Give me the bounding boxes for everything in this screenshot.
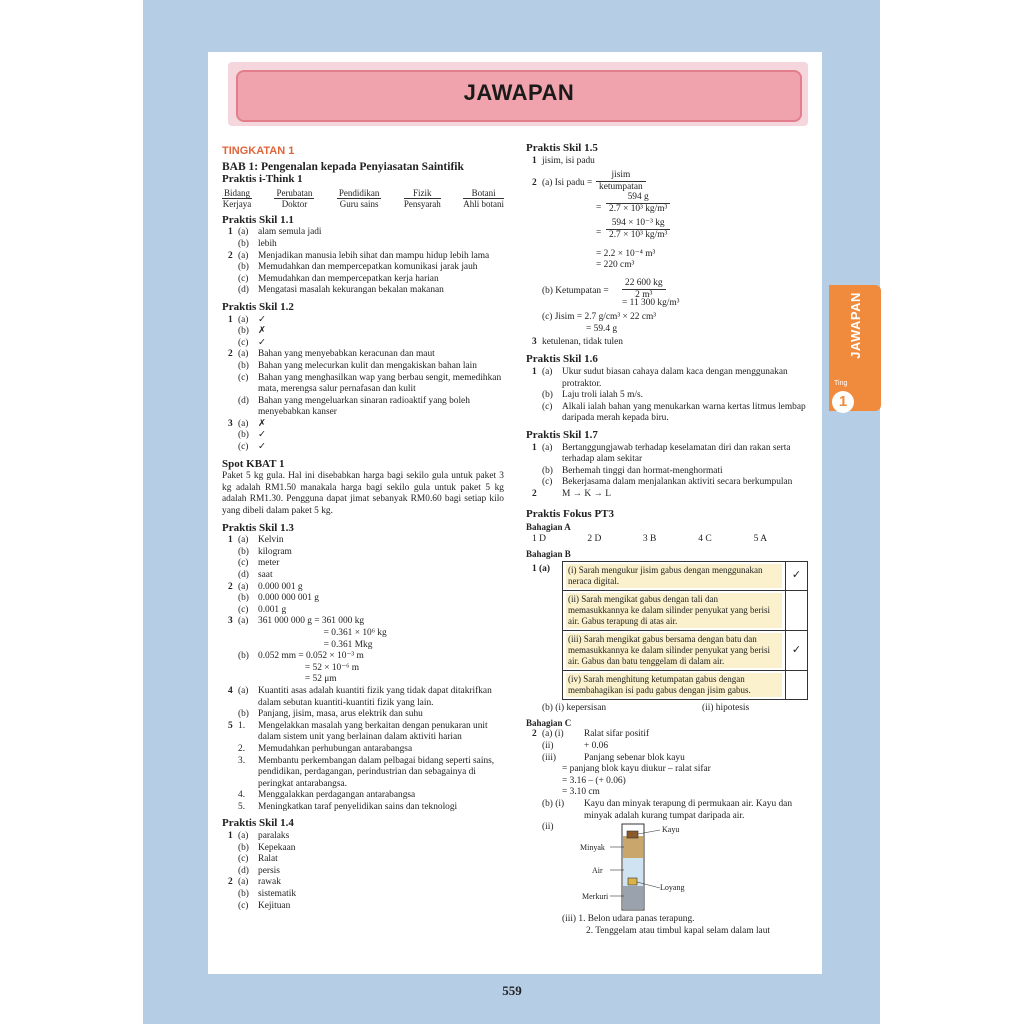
table-cell-text: (iii) Sarah mengikat gabus bersama dengan batu dan memasukkannya ke dalam silinder penyukat yang berisi air. Gabus dan batu tenggelam di dalam air. [566,633,782,668]
think-career: Ahli botani [463,198,504,209]
answer-row [222,349,504,361]
section-title: Praktis Skil 1.4 [222,817,294,830]
objective-answer: 3 B [642,533,657,544]
tingkatan-heading: TINGKATAN 1 [222,145,295,157]
answer-row [222,744,504,756]
answer-row [222,419,504,431]
answer-row [222,315,504,327]
table-cell-text: (ii) Sarah mengikat gabus dengan tali dan memasukkannya ke dalam silinder penyukat yang berisi air. Gabus terapung di atas air. [566,593,782,628]
think-node [222,188,252,209]
page-number: 559 [502,983,522,998]
answer-text: (iii) 1. Belon udara panas terapung. [562,914,695,925]
answer-text: Kayu dan minyak terapung di permukaan air. Kayu dan minyak adalah kurang tumpat daripada air. [584,799,795,821]
answer-list [222,227,504,297]
sub-label: (b) [238,889,249,900]
fraction: $\frac{594 g}{\text{2.7 × 10³ kg/m³}}$ [606,192,670,216]
answer-text: = 52 × 10⁻⁶ m [258,662,360,673]
answer-text: Ralat [258,854,278,865]
answer-text: 0.000 000 001 g [258,593,319,604]
sub-label: (a) [238,349,249,360]
sub-label: (iii) [542,752,557,763]
answer-row [222,790,504,802]
think-node [274,188,314,209]
table-cell-text: (iv) Sarah menghitung ketumpatan gabus dengan membahagikan isi padu gabus dengan jisim gabus. [566,673,782,697]
answer-text: Panjang, jisim, masa, arus elektrik dan suhu [258,709,423,720]
answer-row [526,443,809,466]
answer-text: Berhemah tinggi dan hormat-menghormati [562,465,723,476]
question-number: 4 [228,685,233,696]
think-field: Fizik [404,188,441,199]
think-title: Praktis i-Think 1 [222,173,303,186]
answer-text: = 3.16 – (+ 0.06) [562,775,626,786]
answer-text: Menggalakkan perdagangan antarabangsa [258,790,416,801]
sub-label: 2. [238,743,246,754]
answer-text: Kuantiti asas adalah kuantiti fizik yang tidak dapat ditakrifkan dalam sebutan kuantiti-kuantiti fizik yang lain. [258,685,495,708]
question-number: 1 [228,314,233,325]
answer-row [526,390,809,402]
answer-row [222,239,504,251]
answer-text: ketulenan, tidak tulen [542,337,623,348]
think-node [404,188,441,209]
question-number: 1 [228,831,233,842]
answer-text: Memudahkan perhubungan antarabangsa [258,743,413,754]
kbat-text: Paket 5 kg gula. Hal ini disebabkan harga bagi sekilo gula untuk paket 3 kg adalah RM1.50 manakala harga bagi sekilo gula untuk paket 5 kg adalah RM1.30. Pengguna dapat jimat sebanyak RM0.60 bagi setiap kilo yang dibeli dalam paket 5 kg. [222,471,504,517]
sub-label: (b) [238,360,249,371]
sub-label: (b) [238,262,249,273]
answer-text: 2. Tenggelam atau timbul kapal selam dalam laut [586,925,771,936]
answer-list [526,367,809,425]
sub-label: (a) [238,685,249,696]
sub-label: (a) [542,442,553,453]
question-number: 3 [228,418,233,429]
answer-text: 0.000 001 g [258,581,303,592]
sub-label: 4. [238,790,246,801]
think-career: Guru sains [339,198,379,209]
sub-label: (a) [238,418,249,429]
question-number: 5 [228,720,233,731]
label-kayu: Kayu [662,825,680,835]
sub-label: (d) [238,865,249,876]
answer-row [222,831,504,843]
answer-row [222,558,504,570]
sub-label: (b) [238,593,249,604]
answer-text: kilogram [258,546,292,557]
think-field: Perubatan [276,187,313,198]
answer-text: Ukur sudut biasan cahaya dalam kaca dengan menggunakan protraktor. [562,366,791,389]
table-cell-text: (i) Sarah mengukur jisim gabus dengan menggunakan neraca digital. [566,564,782,588]
think-field: Botani [463,188,504,199]
sub-label: (b) [542,390,553,401]
sub-label: (ii) [542,741,554,752]
sub-label: (a) [542,366,553,377]
question-number: 2 [228,349,233,360]
sub-label: (c) [542,477,553,488]
answer-row [222,651,504,663]
answer-row [222,570,504,582]
chapter-heading: BAB 1: Pengenalan kepada Penyiasatan Saintifik [222,160,464,173]
answer-text: Bahan yang menghasilkan wap yang berbau sengit, memedihkan mata, merengsa salur pernafasan dan kulit [258,372,504,395]
formula-step: = 220 cm³ [596,259,635,270]
answer-text: 0.052 mm = 0.052 × 10⁻³ m [258,651,364,662]
answer-text: lebih [258,238,277,249]
answer-list [526,729,809,833]
question-number: 1 [228,535,233,546]
answer-text: persis [258,865,280,876]
answer-row [222,721,504,744]
sub-label: (b) [238,546,249,557]
sub-label: (c) [542,401,553,412]
sub-label: (d) [238,285,249,296]
sub-label: (c) [238,900,249,911]
answer-row [526,741,809,753]
sub-label: (a) (i) [542,729,564,740]
table-row [563,670,808,699]
think-career: Pensyarah [403,198,441,209]
answer-row [526,776,809,788]
answer-text: Menjadikan manusia lebih sihat dan mampu hidup lebih lama [258,250,490,261]
answer-text: Meningkatkan taraf penyelidikan sains dan teknologi [258,801,458,812]
question-number: 2 [228,877,233,888]
answer-text: = 0.361 × 10⁶ kg [258,627,387,638]
question-number: 2 [228,250,233,261]
label-merkuri: Merkuri [582,892,609,902]
answer-row [526,367,809,390]
answer-text: = 52 μm [258,674,337,685]
answer-row [222,901,504,913]
answer-row [526,753,809,765]
answer-row [222,373,504,396]
sub-label: (b) [238,842,249,853]
label-air: Air [592,866,603,876]
sub-label: (a) [238,250,249,261]
answer-row [526,799,809,822]
sub-label: (a) [238,535,249,546]
sub-label: (d) [238,395,249,406]
answer-row [222,674,504,686]
density-working: 2 (a) Isi padu = jisim ketumpatan = $\frac{594 g}{\text{2.7 × 10³ kg/m³}}$ = $\frac{\text{594 × 10⁻³ kg}}{\text{2.7 × 10³ kg/m³}}$ = 2.2 × 10⁻⁴ m³ = 220 cm³ (b) Ketumpatan = $\frac{22 600 kg}{\text{2 m³}}$ [526,170,809,298]
sub-label: (c) [238,604,249,615]
think-node [463,188,504,209]
answer-row [526,764,809,776]
section-title: Praktis Skil 1.7 [526,428,598,441]
sub-label: (a) [238,616,249,627]
answer-row [222,640,504,652]
bahagian-a-heading: Bahagian A [526,522,571,533]
answer-table [562,561,808,700]
table-row [563,561,808,590]
objective-answer: 4 C [698,533,712,544]
answer-text: Alkali ialah bahan yang menukarkan warna kertas litmus lembap daripada merah kepada biru. [562,401,809,424]
think-field: Bidang [224,187,250,198]
answer-row [222,866,504,878]
check-mark: ✓ [786,561,808,590]
answer-text: + 0.06 [584,741,609,752]
mercury-layer [623,886,643,909]
think-map [222,188,504,209]
answer-text: Memudahkan dan mempercepatkan komunikasi jarak jauh [258,262,478,273]
answer-row [222,396,504,419]
answer-text: Ralat sifar positif [584,729,650,740]
answer-text: Kepekaan [258,842,296,853]
answer-list [222,831,504,912]
sub-label: (a) [238,877,249,888]
answer-row [222,338,504,350]
sub-label: (b) [238,430,249,441]
check-mark: ✓ [786,630,808,670]
sub-label: (b) [238,709,249,720]
sub-label: (a) [238,581,249,592]
answer-text: Memudahkan dan mempercepatkan kerja harian [258,273,439,284]
bahagian-c-heading: Bahagian C [526,717,572,728]
formula-step: = 2.2 × 10⁻⁴ m³ [596,248,656,259]
check-mark [786,670,808,699]
answer-text: Mengatasi masalah kekurangan bekalan makanan [258,285,444,296]
answer-text: Mengelakkan masalah yang berkaitan dengan penukaran unit dalam sistem unit yang berlainan dalam aktiviti harian [258,720,490,743]
answer-text: 361 000 000 g = 361 000 kg [258,616,365,627]
answer-row [222,326,504,338]
answer-row [222,535,504,547]
answer-row [526,466,809,478]
formula-step: = 11 300 kg/m³ [622,297,680,308]
left-column [222,146,504,912]
answer-text: M → K → L [562,488,611,499]
answer-row [222,262,504,274]
answer-text: = 0.361 Mkg [258,639,373,650]
sub-label: 3. [238,755,246,766]
answer-text: ✗ [258,326,266,337]
answer-text: Kejituan [258,900,291,911]
answer-text: ✓ [258,430,266,441]
chapter-tab-sub: Ting [834,380,848,387]
brass-block [628,878,637,885]
sub-label: (c) [238,372,249,383]
answer-text: Panjang sebenar blok kayu [584,752,685,763]
sub-label: (ii) [542,822,554,833]
section-title: Spot KBAT 1 [222,457,285,470]
question-number: 2 [228,581,233,592]
answer-text: rawak [258,877,281,888]
cylinder-diagram [526,822,809,914]
question-number: 2 [532,729,537,740]
answer-row [222,709,504,721]
sub-label: (b) [238,651,249,662]
sub-label: 1. [238,720,246,731]
objective-answer: 5 A [753,533,768,544]
formula-label: (c) Jisim = 2.7 g/cm³ × 22 cm³ [542,312,657,323]
answer-row [526,489,809,501]
sub-label: (b) (i) [542,799,565,810]
question-number: 1 [532,366,537,377]
answer-row [222,285,504,297]
answer-row [222,854,504,866]
answer-text: saat [258,570,273,580]
answer-list [222,315,504,454]
answer-row [222,361,504,373]
answer-text: ✓ [258,337,266,348]
fraction: $\frac{\text{594 × 10⁻³ kg}}{\text{2.7 × 10³ kg/m³}}$ [606,218,670,242]
answer-text: = panjang blok kayu diukur – ralat sifar [562,764,711,775]
formula-label: (b) Ketumpatan = [542,285,609,296]
answer-list [526,443,809,501]
think-career: Doktor [281,198,308,209]
question-number: 2 [532,488,537,499]
answer-text: Bahan yang melecurkan kulit dan mengakiskan bahan lain [258,360,477,371]
sub-label: (b) [542,465,553,476]
right-column: Praktis Skil 1.5 1 jisim, isi padu 2 (a) Isi padu = jisim ketumpatan = $\frac{594 g}{\text{2.7 × 10³ kg/m³}}$ = $\frac{\text{594 × 10⁻³ kg}}{\text{2.7 × 10³ kg/m³}}$ = 2.2 × 10⁻⁴ m³ = 220 cm³ (b) Ketumpatan = $\frac{22 600 kg}{\text{2 m³}}$ = 11 300 kg/m³ (c) Jisim = 2.7 g/cm³ × 22 cm³ = 59.4 g 3 ketulenan, tidak tulen Praktis Skil 1.6 1 (a) Ukur sudut biasan cahaya dalam kaca dengan menggunakan protraktor. (b) Laju troli ialah 5 m/s. (c) Alkali ialah bahan yang menukarkan warna kertas litmus lembap daripada merah kepada biru. Praktis Skil 1.7 1 (a) Bertanggungjawab terhadap keselamatan diri dan rakan serta terhadap alam sekitar (b) Berhemah tinggi dan hormat-menghormati (c) Bekerjasama dalam menjalankan aktiviti secara berkumpulan 2 M → K → L Praktis Fokus PT3 Bahagian A 1 D 2 D 3 B 4 C 5 A Bahagian B 1 (a) (i) Sarah mengukur jisim gabus dengan menggunakan neraca digital. ✓ (ii) Sarah mengikat gabus dengan tali dan memasukkannya ke dalam silinder penyukat yang berisi air. Gabus terapung di atas air. (iii) Sarah mengikat gabus bersama dengan batu dan memasukkannya ke dalam silinder penyukat yang berisi air. Gabus dan batu tenggelam di dalam air. ✓ (iv) Sarah menghitung ketumpatan gabus dengan membahagikan isi padu gabus dengan jisim gabus. (b) (i) kepersisan (ii) hipotesis Bahagian C 2 (a) (i) Ralat sifar positif (ii) + 0.06 (iii) Panjang sebenar blok kayu = panjang blok kayu diukur – ralat sifar = 3.16 – (+ 0.06) = 3.10 cm (b) (i) Kayu dan minyak terapung di permukaan air. Kayu dan minyak adalah kurang tumpat daripada air. (ii) Minyak Kayu Air Loyang Merkuri (iii) 1. Belon udara panas terapung. 2. Tenggelam atau timbul kapal selam dalam laut [526,142,809,936]
answer-row [222,663,504,675]
chapter-tab-number: 1 [832,391,854,413]
section-title: Praktis Skil 1.2 [222,300,294,313]
fraction: jisim ketumpatan [596,170,646,194]
answer-text: Bertanggungjawab terhadap keselamatan diri dan rakan serta terhadap alam sekitar [562,442,793,465]
answer-text: alam semula jadi [258,227,322,238]
question-label: 1 (a) [532,563,550,574]
sub-label: (a) [238,227,249,238]
section-title: Praktis Skil 1.3 [222,521,294,534]
oil-layer [623,836,643,858]
section-title: Praktis Fokus PT3 [526,507,615,520]
answer-text: = 3.10 cm [562,787,600,798]
label-minyak: Minyak [580,843,605,853]
answer-row [222,582,504,594]
table-row [563,590,808,630]
formula-step: = 59.4 g [586,323,618,334]
sub-label: (c) [238,854,249,865]
sub-label: 5. [238,801,246,812]
question-number: 1 [228,227,233,238]
sub-label: (d) [238,570,249,580]
think-field: Pendidikan [338,187,380,198]
check-mark [786,590,808,630]
answer-row [222,686,504,709]
answer-row [222,593,504,605]
answer-text: jisim, isi padu [542,155,595,166]
answer-row [222,877,504,889]
sub-label: (c) [238,442,249,453]
answer-text: meter [258,558,280,569]
answer-text: ✓ [258,442,266,453]
answer-text: 0.001 g [258,604,287,615]
sub-label: (c) [238,273,249,284]
bahagian-b-heading: Bahagian B [526,549,571,560]
answer-row [222,628,504,640]
section-title: Praktis Skil 1.1 [222,213,294,226]
chapter-tab-label: JAWAPAN [847,291,863,359]
answer-text: Kelvin [258,535,284,546]
section-title: Praktis Skil 1.5 [526,142,598,154]
sub-label: (b) [238,238,249,249]
answer-row [526,787,809,799]
page-title: JAWAPAN [463,80,575,105]
question-number: 1 [532,442,537,453]
sub-label: (b) [238,326,249,337]
answer-row [222,889,504,901]
answer-list [222,535,504,813]
answer-row [222,274,504,286]
sub-label: (c) [238,558,249,569]
answer-row [222,843,504,855]
answer-row [222,605,504,617]
sub-label: (c) [238,337,249,348]
formula-label: (a) Isi padu = [542,177,593,188]
answer-row [222,756,504,791]
answer-text: Bahan yang mengeluarkan sinaran radioaktif yang boleh menyebabkan kanser [258,395,473,418]
answer-text: ✓ [258,314,266,325]
answer-text: Bahan yang menyebabkan keracunan dan maut [258,349,435,360]
question-number: 3 [228,616,233,627]
answer-text: Membantu perkembangan dalam pelbagai bidang seperti sains, pendidikan, perdagangan, perindustrian dan sebagainya di peringkat antarabangsa. [258,755,497,789]
answer-text: Laju troli ialah 5 m/s. [562,390,643,401]
answer-row [526,477,809,489]
objective-answer: 2 D [587,533,602,544]
answer-text: (ii) hipotesis [702,702,750,713]
answer-row [526,402,809,425]
answer-text: sistematik [258,889,297,900]
answer-row [222,251,504,263]
answer-row [222,227,504,239]
section-title: Praktis Skil 1.6 [526,353,598,366]
answer-row [222,802,504,814]
think-node [337,188,382,209]
objective-answer: 1 D [532,533,546,544]
fraction: $\frac{22 600 kg}{\text{2 m³}}$ [622,278,666,302]
answer-row [222,547,504,559]
answer-text: paralaks [258,831,290,842]
sub-label: (a) [238,831,249,842]
label-loyang: Loyang [660,883,685,893]
answer-row [222,430,504,442]
answer-text: ✗ [258,418,266,429]
sub-label: (a) [238,314,249,325]
think-career: Kerjaya [222,198,252,209]
wood-block [627,831,638,838]
answer-row [526,729,809,741]
answer-row [222,616,504,628]
objective-answers [526,534,809,546]
answer-text: (b) (i) kepersisan [542,702,607,713]
answer-text: Bekerjasama dalam menjalankan aktiviti secara berkumpulan [562,477,793,488]
table-row [563,630,808,670]
answer-row [222,442,504,454]
